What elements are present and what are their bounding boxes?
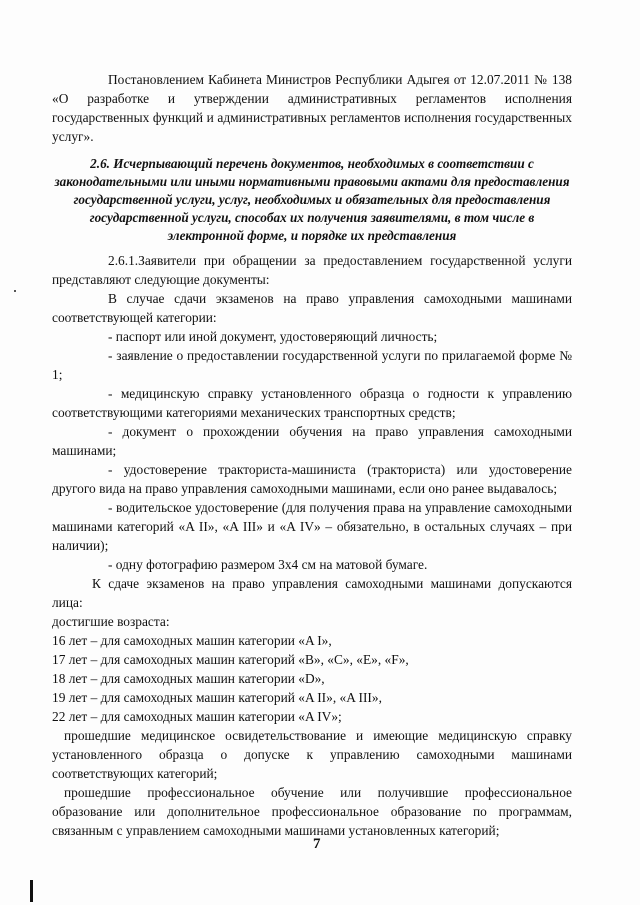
age-line: 19 лет – для самоходных машин категорий «A II», «A III», [52,690,382,705]
paragraph-age-intro: достигшие возраста: [52,614,170,629]
list-item-medical: - медицинскую справку установленного образца о годности к управлению соответствующими категориями механических транспортных средств; [52,386,572,420]
list-item-passport: - паспорт или иной документ, удостоверяющий личность; [108,329,438,344]
paragraph-professional-training: прошедшие профессиональное обучение или получившие профессиональное образование или дополнительное профессиональное образование по программам, связанным с управлением самоходными машинами установленных категорий; [52,785,572,838]
paragraph-2-6-1: 2.6.1.Заявители при обращении за предоставлением государственной услуги представляют следующие документы: [52,253,572,287]
list-item-application: - заявление о предоставлении государственной услуги по прилагаемой форме № 1; [52,348,572,382]
list-item-photo: - одну фотографию размером 3х4 см на матовой бумаге. [108,557,428,572]
scan-speck [14,290,16,292]
age-line: 16 лет – для самоходных машин категории «A I», [52,633,332,648]
list-item-tractor-license: - удостоверение тракториста-машиниста (тракториста) или удостоверение другого вида на право управления самоходными машинами, если оно ранее выдавалось; [52,462,572,496]
paragraph-exam-case: В случае сдачи экзаменов на право управления самоходными машинами соответствующей категории: [52,291,572,325]
section-heading: 2.6. Исчерпывающий перечень документов, необходимых в соответствии с законодательными или иными нормативными правовыми актами для предоставления государственной услуги, услуг, необходимых и обязательных для предоставления государственной услуги, способах их получения заявителями, в том числе в электронной форме, и порядке их представления [54,156,570,243]
age-line: 18 лет – для самоходных машин категории «D», [52,671,325,686]
page-number: 7 [313,836,321,852]
age-line: 17 лет – для самоходных машин категорий «B», «C», «E», «F», [52,652,409,667]
paragraph-resolution: Постановлением Кабинета Министров Республики Адыгея от 12.07.2011 № 138 «О разработке и утверждении административных регламентов исполнения государственных функций и административных регламентов исполнения государственных услуг». [52,72,572,144]
list-item-driver-license: - водительское удостоверение (для получения права на управление самоходными машинами категорий «A II», «A III» и «A IV» – обязательно, в остальных случаях – при наличии); [52,500,572,553]
list-item-training: - документ о прохождении обучения на право управления самоходными машинами; [52,424,572,458]
scan-edge-mark [30,880,33,902]
paragraph-medical-exam: прошедшие медицинское освидетельствование и имеющие медицинскую справку установленного образца о допуске к управлению самоходными машинами соответствующих категорий; [52,728,572,781]
paragraph-admission: К сдаче экзаменов на право управления самоходными машинами допускаются лица: [52,576,572,610]
age-line: 22 лет – для самоходных машин категории «A IV»; [52,709,342,724]
document-body [52,70,572,840]
